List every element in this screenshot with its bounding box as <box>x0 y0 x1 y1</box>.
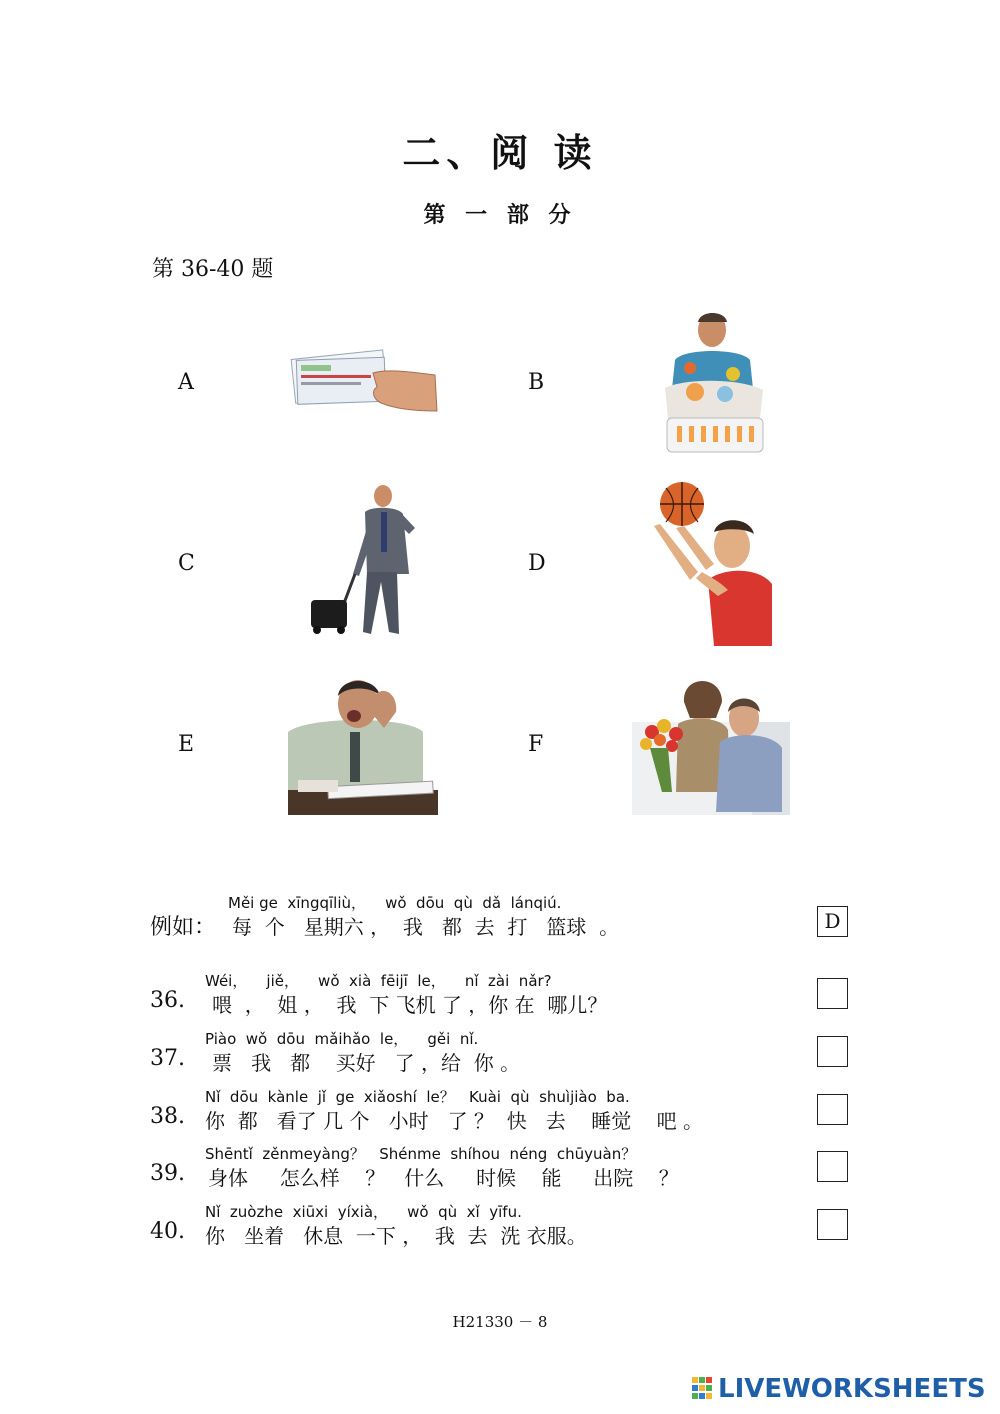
q39-answer-box[interactable] <box>817 1151 848 1182</box>
q38-hanzi: 你 都 看了 几 个 小时 了 ？ 快 去 睡觉 吧 。 <box>205 1109 704 1133</box>
q40-answer-box[interactable] <box>817 1209 848 1240</box>
q36-pinyin: Wéi， jiě， wǒ xià fēijī le， nǐ zài nǎr? <box>205 972 552 990</box>
q36-hanzi: 喂 ， 姐 ， 我 下 飞机 了 ，你 在 哪儿？ <box>212 993 608 1017</box>
tired-man-image <box>288 672 438 815</box>
option-letter-b: B <box>528 370 545 395</box>
q38-pinyin: Nǐ dōu kànle jǐ ge xiǎoshí le？ Kuài qù shuìjiào ba. <box>205 1088 630 1106</box>
question-range: 第 36-40 题 <box>152 257 274 282</box>
part-subtitle: 第 一 部 分 <box>423 203 577 228</box>
liveworksheets-logo-text: LIVEWORKSHEETS <box>718 1374 986 1404</box>
couple-flowers-image <box>632 672 790 815</box>
section-title: 二、阅 读 <box>402 131 598 175</box>
q40-number: 40. <box>150 1219 185 1244</box>
q37-pinyin: Piào wǒ dōu mǎihǎo le， gěi nǐ. <box>205 1030 479 1048</box>
page-code: H21330 － 8 <box>452 1313 548 1331</box>
liveworksheets-logo[interactable] <box>692 1372 986 1406</box>
q37-hanzi: 票 我 都 买好 了 ，给 你 。 <box>212 1051 521 1075</box>
example-hanzi: 每 个 星期六 ， 我 都 去 打 篮球 。 <box>232 915 620 939</box>
example-answer-box: D <box>817 906 848 937</box>
businessman-suitcase-image <box>305 482 420 642</box>
plane-tickets-image <box>285 345 440 415</box>
q40-pinyin: Nǐ zuòzhe xiūxi yíxià， wǒ qù xǐ yīfu. <box>205 1203 522 1221</box>
q39-number: 39. <box>150 1161 185 1186</box>
example-label: 例如： <box>150 915 217 940</box>
option-letter-a: A <box>178 370 194 395</box>
q36-number: 36. <box>150 988 185 1013</box>
liveworksheets-logo-icon <box>692 1377 714 1401</box>
basketball-player-image <box>648 480 775 648</box>
option-letter-c: C <box>178 551 195 576</box>
option-letter-f: F <box>528 732 544 757</box>
q39-hanzi: 身体 怎么样 ？ 什么 时候 能 出院 ？ <box>208 1166 679 1190</box>
option-letter-d: D <box>528 551 546 576</box>
q39-pinyin: Shēntǐ zěnmeyàng？ Shénme shíhou néng chūyuàn？ <box>205 1145 637 1163</box>
q38-number: 38. <box>150 1104 185 1129</box>
laundry-man-image <box>655 308 770 455</box>
q37-number: 37. <box>150 1046 185 1071</box>
q37-answer-box[interactable] <box>817 1036 848 1067</box>
q38-answer-box[interactable] <box>817 1094 848 1125</box>
q36-answer-box[interactable] <box>817 978 848 1009</box>
example-pinyin: Měi ge xīngqīliù， wǒ dōu qù dǎ lánqiú. <box>228 894 562 912</box>
option-letter-e: E <box>178 732 195 757</box>
q40-hanzi: 你 坐着 休息 一下 ， 我 去 洗 衣服。 <box>205 1224 587 1248</box>
